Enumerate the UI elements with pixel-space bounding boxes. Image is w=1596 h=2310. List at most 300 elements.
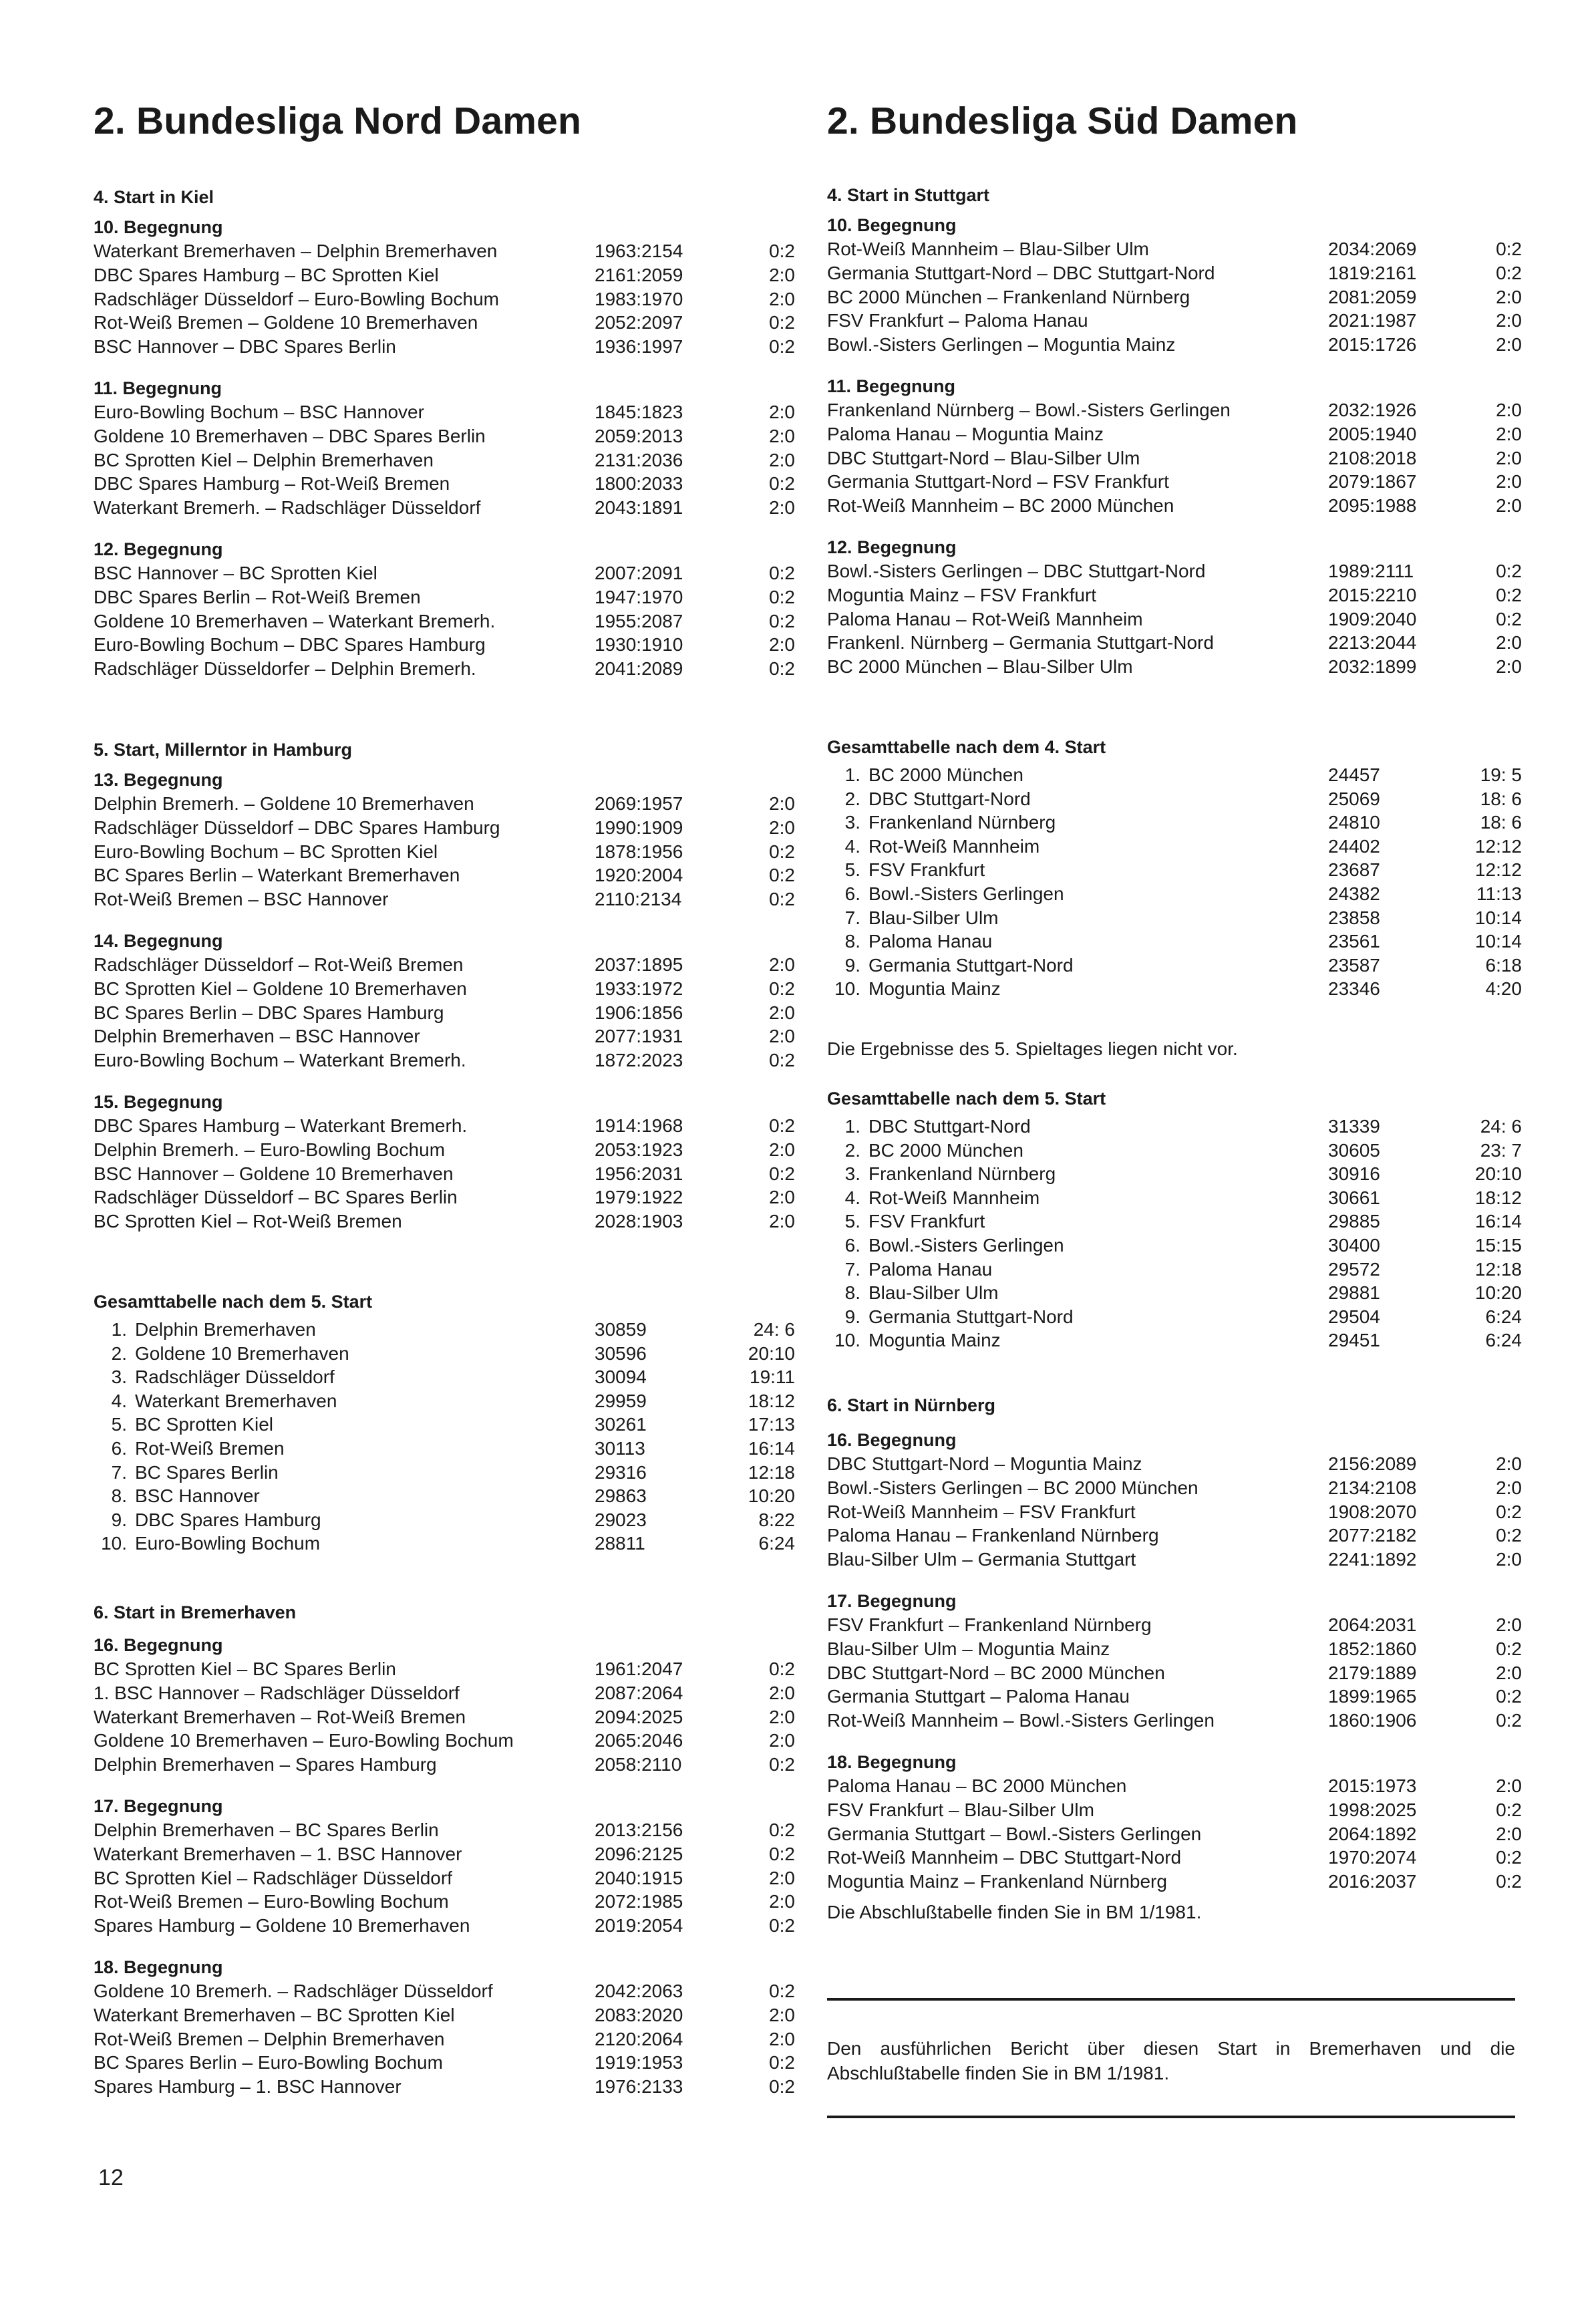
match-teams: Waterkant Bremerhaven – Delphin Bremerhaven (94, 241, 498, 261)
divider-top (827, 1998, 1515, 2001)
pins-cell: 29863 (595, 1485, 647, 1507)
rank-cell: 9. (844, 954, 860, 976)
round-block (827, 1589, 1522, 1733)
table-row (827, 787, 1522, 811)
points-cell: 12:12 (1474, 835, 1522, 857)
team-cell: Rot-Weiß Bremen (135, 1437, 285, 1459)
match-row (827, 1524, 1522, 1548)
match-points: 2:0 (1496, 495, 1522, 517)
match-points: 0:2 (769, 1819, 795, 1840)
table-row (94, 1342, 795, 1366)
rank-cell: 10. (834, 978, 860, 1000)
match-teams: BC Spares Berlin – Euro-Bowling Bochum (94, 2052, 443, 2073)
match-row (827, 1774, 1522, 1798)
table-row (827, 1281, 1522, 1305)
rank-cell: 6. (844, 883, 860, 904)
rank-cell: 8. (844, 931, 860, 952)
table-row (827, 1234, 1522, 1258)
match-points: 0:2 (1496, 1638, 1522, 1659)
round-title: 18. Begegnung (827, 1751, 957, 1772)
match-points: 2:0 (1496, 632, 1522, 654)
match-points: 0:2 (1496, 1710, 1522, 1731)
pins-cell: 23587 (1328, 954, 1380, 976)
table-row (827, 1328, 1522, 1352)
match-points: 0:2 (769, 889, 795, 910)
match-points: 2:0 (1496, 310, 1522, 331)
match-teams: Rot-Weiß Bremen – BSC Hannover (94, 889, 389, 910)
table-heading: Gesamttabelle nach dem 5. Start (827, 1089, 1106, 1109)
team-cell: Germania Stuttgart-Nord (868, 954, 1074, 976)
round-block (94, 1633, 795, 1777)
rank-cell: 2. (844, 788, 860, 809)
match-points: 0:2 (769, 978, 795, 999)
match-row (94, 1209, 795, 1234)
match-points: 2:0 (769, 401, 795, 422)
match-row (94, 1024, 795, 1048)
round-title: 18. Begegnung (94, 1957, 223, 1977)
match-teams: Delphin Bremerhaven – Spares Hamburg (94, 1754, 437, 1775)
match-score: 1819:2161 (1328, 262, 1417, 283)
match-row (94, 2027, 795, 2051)
rank-cell: 1. (844, 1116, 860, 1137)
match-points: 0:2 (769, 562, 795, 583)
rank-cell: 6. (111, 1437, 127, 1459)
match-teams: DBC Spares Hamburg – Rot-Weiß Bremen (94, 473, 450, 494)
pins-cell: 30261 (595, 1414, 647, 1435)
rank-cell: 1. (844, 764, 860, 785)
match-points: 2:0 (1496, 471, 1522, 492)
match-points: 0:2 (769, 1163, 795, 1184)
match-score: 2077:1931 (595, 1026, 683, 1047)
match-points: 0:2 (1496, 1847, 1522, 1868)
match-points: 0:2 (769, 1658, 795, 1679)
match-points: 2:0 (769, 1706, 795, 1727)
match-points: 2:0 (1496, 1614, 1522, 1635)
round-title: 16. Begegnung (94, 1635, 223, 1655)
round-block (94, 1955, 795, 2099)
rank-cell: 3. (111, 1366, 127, 1388)
start-heading: 6. Start in Nürnberg (827, 1395, 996, 1415)
match-row (94, 887, 795, 911)
match-teams: Euro-Bowling Bochum – DBC Spares Hamburg (94, 634, 486, 656)
match-teams: Rot-Weiß Mannheim – Blau-Silber Ulm (827, 239, 1149, 259)
match-points: 0:2 (769, 1980, 795, 2001)
team-cell: FSV Frankfurt (868, 859, 985, 881)
match-points: 2:0 (769, 1867, 795, 1888)
match-points: 0:2 (1496, 1799, 1522, 1820)
pins-cell: 30605 (1328, 1139, 1380, 1161)
table-heading: Gesamttabelle nach dem 5. Start (94, 1292, 373, 1312)
match-row (827, 285, 1522, 309)
match-score: 2019:2054 (595, 1915, 683, 1936)
match-points: 2:0 (1496, 1662, 1522, 1683)
team-cell: DBC Stuttgart-Nord (868, 1116, 1031, 1137)
match-points: 0:2 (1496, 560, 1522, 581)
match-points: 0:2 (769, 1754, 795, 1775)
table-row (94, 1461, 795, 1485)
match-teams: Waterkant Bremerhaven – Rot-Weiß Bremen (94, 1706, 466, 1727)
match-teams: BC Sprotten Kiel – Rot-Weiß Bremen (94, 1211, 402, 1232)
match-row (94, 400, 795, 424)
match-points: 2:0 (769, 288, 795, 309)
match-row (94, 863, 795, 887)
match-points: 0:2 (1496, 1501, 1522, 1522)
match-score: 2065:2046 (595, 1730, 683, 1751)
match-row (827, 559, 1522, 583)
table-row (827, 1209, 1522, 1234)
round-title: 17. Begegnung (827, 1590, 957, 1611)
match-points: 2:0 (769, 954, 795, 975)
match-points: 0:2 (769, 1843, 795, 1864)
match-teams: DBC Stuttgart-Nord – Blau-Silber Ulm (827, 447, 1140, 468)
match-row (94, 239, 795, 263)
pins-cell: 28811 (595, 1533, 645, 1554)
match-row (94, 2051, 795, 2075)
start-heading: 4. Start in Kiel (94, 187, 214, 207)
match-row (827, 655, 1522, 679)
match-points: 0:2 (1496, 584, 1522, 605)
points-cell: 11:13 (1476, 883, 1522, 904)
start-heading: 5. Start, Millerntor in Hamburg (94, 740, 353, 760)
points-cell: 12:18 (1474, 1258, 1522, 1280)
match-score: 2134:2108 (1328, 1477, 1417, 1498)
match-teams: FSV Frankfurt – Paloma Hanau (827, 310, 1088, 331)
standings-table-5 (827, 1087, 1522, 1352)
standings-rows (827, 763, 1522, 1001)
pins-cell: 23561 (1328, 931, 1380, 952)
match-points: 2:0 (1496, 1823, 1522, 1844)
table-row (94, 1318, 795, 1342)
match-score: 1878:1956 (595, 841, 683, 862)
match-points: 2:0 (1496, 399, 1522, 420)
match-row (827, 1822, 1522, 1846)
match-row (94, 1914, 795, 1938)
table-row (827, 1305, 1522, 1329)
match-row (94, 1705, 795, 1729)
match-row (827, 1613, 1522, 1637)
table-row (827, 1186, 1522, 1210)
match-points: 0:2 (769, 1915, 795, 1936)
pins-cell: 30094 (595, 1366, 647, 1388)
team-cell: BC 2000 München (868, 1139, 1023, 1161)
match-score: 2043:1891 (595, 497, 683, 519)
points-cell: 10:14 (1474, 931, 1522, 952)
match-score: 2058:2110 (595, 1754, 682, 1775)
team-cell: Goldene 10 Bremerhaven (135, 1342, 349, 1364)
match-teams: Waterkant Bremerhaven – BC Sprotten Kiel (94, 2004, 455, 2025)
standings-table-4 (827, 735, 1522, 1001)
round-title: 13. Begegnung (94, 770, 223, 790)
pins-cell: 29504 (1328, 1306, 1380, 1327)
match-teams: DBC Stuttgart-Nord – Moguntia Mainz (827, 1453, 1142, 1474)
round-title: 12. Begegnung (94, 539, 223, 559)
table-row (827, 1162, 1522, 1186)
match-points: 0:2 (769, 586, 795, 607)
points-cell: 6:24 (1485, 1306, 1522, 1327)
table-heading: Gesamttabelle nach dem 4. Start (827, 737, 1106, 757)
match-points: 0:2 (769, 2076, 795, 2098)
match-teams: Moguntia Mainz – FSV Frankfurt (827, 584, 1097, 605)
match-points: 2:0 (769, 634, 795, 656)
standings-rows (94, 1318, 795, 1556)
match-points: 2:0 (769, 425, 795, 446)
match-row (827, 1500, 1522, 1524)
match-score: 1906:1856 (595, 1002, 683, 1023)
section-start-6-bremerhaven (94, 1600, 795, 2099)
rank-cell: 4. (844, 1187, 860, 1208)
rank-cell: 5. (111, 1414, 127, 1435)
match-points: 2:0 (769, 1682, 795, 1703)
match-row (94, 816, 795, 840)
table-row (827, 906, 1522, 930)
match-teams: Spares Hamburg – 1. BSC Hannover (94, 2076, 402, 2098)
match-row (827, 309, 1522, 333)
match-teams: Euro-Bowling Bochum – BC Sprotten Kiel (94, 841, 438, 862)
match-score: 1933:1972 (595, 978, 683, 999)
match-score: 1989:2111 (1328, 560, 1414, 581)
team-cell: Germania Stuttgart-Nord (868, 1306, 1074, 1327)
points-cell: 6:24 (1485, 1330, 1522, 1351)
match-teams: Paloma Hanau – Moguntia Mainz (827, 423, 1104, 444)
rank-cell: 8. (111, 1485, 127, 1507)
match-score: 1852:1860 (1328, 1638, 1417, 1659)
match-teams: Goldene 10 Bremerhaven – DBC Spares Berlin (94, 425, 486, 446)
section-start-5-hamburg (94, 738, 795, 1234)
match-row (94, 2075, 795, 2099)
pins-cell: 23346 (1328, 978, 1380, 1000)
team-cell: BC 2000 München (868, 764, 1023, 785)
note-results-missing: Die Ergebnisse des 5. Spieltages liegen nicht vor. (827, 1038, 1238, 1059)
points-cell: 15:15 (1474, 1234, 1522, 1256)
match-points: 2:0 (769, 817, 795, 838)
match-score: 1899:1965 (1328, 1686, 1417, 1707)
team-cell: Blau-Silber Ulm (868, 907, 999, 928)
match-teams: Frankenl. Nürnberg – Germania Stuttgart-Nord (827, 632, 1214, 654)
match-score: 2079:1867 (1328, 471, 1417, 492)
match-row (827, 1661, 1522, 1685)
match-points: 2:0 (769, 1002, 795, 1023)
match-row (94, 609, 795, 633)
match-row (827, 1709, 1522, 1733)
pins-cell: 25069 (1328, 788, 1380, 809)
rank-cell: 7. (111, 1461, 127, 1483)
match-score: 1860:1906 (1328, 1710, 1417, 1731)
match-teams: Radschläger Düsseldorf – DBC Spares Hamburg (94, 817, 500, 838)
match-row (827, 237, 1522, 261)
rank-cell: 4. (111, 1390, 127, 1411)
match-teams: DBC Spares Hamburg – Waterkant Bremerh. (94, 1115, 468, 1136)
match-teams: BC Sprotten Kiel – Goldene 10 Bremerhaven (94, 978, 467, 999)
match-teams: BC Spares Berlin – Waterkant Bremerhaven (94, 865, 460, 886)
match-points: 0:2 (769, 658, 795, 680)
page-number: 12 (98, 2165, 124, 2190)
team-cell: Moguntia Mainz (868, 1330, 1001, 1351)
match-points: 0:2 (1496, 1686, 1522, 1707)
table-row (827, 811, 1522, 835)
team-cell: Bowl.-Sisters Gerlingen (868, 883, 1064, 904)
match-teams: BC Sprotten Kiel – Radschläger Düsseldorf (94, 1867, 452, 1888)
pins-cell: 29451 (1328, 1330, 1380, 1351)
match-score: 2064:2031 (1328, 1614, 1417, 1635)
match-row (94, 1114, 795, 1138)
round-block (94, 1794, 795, 1938)
round-block (827, 1750, 1522, 1894)
rank-cell: 7. (844, 1258, 860, 1280)
match-points: 0:2 (1496, 239, 1522, 259)
match-score: 2161:2059 (595, 264, 683, 285)
rank-cell: 9. (111, 1509, 127, 1530)
points-cell: 23: 7 (1480, 1139, 1522, 1161)
table-row (94, 1532, 795, 1556)
match-teams: Goldene 10 Bremerhaven – Waterkant Bremerh. (94, 610, 496, 631)
match-points: 0:2 (1496, 608, 1522, 629)
match-score: 2179:1889 (1328, 1662, 1417, 1683)
pins-cell: 24810 (1328, 812, 1380, 833)
pins-cell: 30859 (595, 1319, 647, 1340)
points-cell: 24: 6 (1480, 1116, 1522, 1137)
match-score: 2016:2037 (1328, 1871, 1417, 1892)
table-row (827, 1115, 1522, 1139)
match-row (94, 2003, 795, 2027)
section-start-6-nuernberg (827, 1393, 1522, 1924)
match-row (827, 398, 1522, 422)
round-title: 16. Begegnung (827, 1430, 957, 1450)
match-score: 2015:1726 (1328, 334, 1417, 355)
points-cell: 8:22 (758, 1509, 795, 1530)
match-points: 0:2 (769, 2052, 795, 2073)
match-teams: Rot-Weiß Mannheim – BC 2000 München (827, 495, 1174, 517)
match-score: 2021:1987 (1328, 310, 1417, 331)
team-cell: BSC Hannover (135, 1485, 260, 1507)
rank-cell: 4. (844, 835, 860, 857)
match-row (94, 424, 795, 448)
start-heading: 6. Start in Bremerhaven (94, 1602, 297, 1622)
round-block (94, 768, 795, 911)
match-score: 2131:2036 (595, 449, 683, 470)
team-cell: Waterkant Bremerhaven (135, 1390, 337, 1411)
rank-cell: 8. (844, 1282, 860, 1304)
points-cell: 10:20 (748, 1485, 795, 1507)
match-score: 2041:2089 (595, 658, 683, 680)
round-title: 10. Begegnung (827, 215, 957, 235)
match-score: 1908:2070 (1328, 1501, 1417, 1522)
team-cell: Frankenland Nürnberg (868, 812, 1056, 833)
match-row (94, 953, 795, 977)
team-cell: DBC Spares Hamburg (135, 1509, 321, 1530)
match-row (94, 287, 795, 311)
match-score: 1930:1910 (595, 634, 683, 656)
pins-cell: 29959 (595, 1390, 647, 1411)
pins-cell: 29885 (1328, 1211, 1380, 1232)
match-teams: Paloma Hanau – BC 2000 München (827, 1775, 1127, 1796)
match-points: 2:0 (1496, 286, 1522, 307)
round-title: 11. Begegnung (827, 376, 956, 396)
round-title: 15. Begegnung (94, 1091, 223, 1112)
match-points: 2:0 (769, 1026, 795, 1047)
points-cell: 10:14 (1474, 907, 1522, 928)
points-cell: 19: 5 (1480, 764, 1522, 785)
match-row (94, 633, 795, 657)
table-row (94, 1413, 795, 1437)
match-teams: Radschläger Düsseldorf – BC Spares Berlin (94, 1187, 458, 1208)
standings-rows (827, 1115, 1522, 1352)
match-teams: BC 2000 München – Blau-Silber Ulm (827, 656, 1133, 678)
match-teams: Delphin Bremerh. – Euro-Bowling Bochum (94, 1139, 446, 1160)
table-row (827, 1258, 1522, 1282)
match-score: 2005:1940 (1328, 423, 1417, 444)
points-cell: 10:20 (1474, 1282, 1522, 1304)
match-teams: Rot-Weiß Mannheim – Bowl.-Sisters Gerlingen (827, 1710, 1215, 1731)
match-teams: Waterkant Bremerh. – Radschläger Düsseldorf (94, 497, 481, 519)
pins-cell: 30596 (595, 1342, 647, 1364)
match-points: 2:0 (769, 497, 795, 519)
match-row (827, 422, 1522, 446)
round-block (827, 374, 1522, 518)
match-row (94, 1890, 795, 1914)
round-title: 10. Begegnung (94, 217, 223, 237)
pins-cell: 24402 (1328, 835, 1380, 857)
rank-cell: 7. (844, 907, 860, 928)
match-points: 2:0 (1496, 1477, 1522, 1498)
team-cell: BC Sprotten Kiel (135, 1414, 273, 1435)
pins-cell: 29572 (1328, 1258, 1380, 1280)
points-cell: 18: 6 (1480, 788, 1522, 809)
match-score: 1845:1823 (595, 401, 683, 422)
match-score: 2007:2091 (595, 562, 683, 583)
match-score: 2015:2210 (1328, 584, 1417, 605)
match-score: 2013:2156 (595, 1819, 683, 1840)
match-teams: Spares Hamburg – Goldene 10 Bremerhaven (94, 1915, 470, 1936)
match-row (827, 583, 1522, 607)
match-row (94, 1138, 795, 1162)
team-cell: DBC Stuttgart-Nord (868, 788, 1031, 809)
team-cell: Paloma Hanau (868, 931, 993, 952)
match-row (827, 607, 1522, 631)
match-teams: Waterkant Bremerhaven – 1. BSC Hannover (94, 1843, 462, 1864)
match-row (94, 657, 795, 681)
pins-cell: 31339 (1328, 1116, 1380, 1137)
match-score: 2037:1895 (595, 954, 683, 975)
table-row (827, 835, 1522, 859)
match-score: 1970:2074 (1328, 1847, 1417, 1868)
match-points: 0:2 (769, 336, 795, 357)
match-score: 2108:2018 (1328, 447, 1417, 468)
match-points: 2:0 (1496, 1453, 1522, 1474)
rank-cell: 1. (111, 1319, 127, 1340)
match-teams: Moguntia Mainz – Frankenland Nürnberg (827, 1871, 1167, 1892)
match-teams: Rot-Weiß Bremen – Delphin Bremerhaven (94, 2028, 445, 2049)
match-score: 1872:2023 (595, 1050, 683, 1071)
match-score: 1955:2087 (595, 610, 683, 631)
match-teams: DBC Stuttgart-Nord – BC 2000 München (827, 1662, 1165, 1683)
rank-cell: 2. (844, 1139, 860, 1161)
points-cell: 12:18 (748, 1461, 795, 1483)
match-row (94, 1657, 795, 1681)
match-points: 0:2 (769, 1050, 795, 1071)
round-title: 11. Begegnung (94, 378, 222, 398)
match-teams: Rot-Weiß Bremen – Euro-Bowling Bochum (94, 1891, 449, 1912)
points-cell: 6:24 (758, 1533, 795, 1554)
match-points: 2:0 (769, 793, 795, 814)
match-teams: Germania Stuttgart – Paloma Hanau (827, 1686, 1130, 1707)
points-cell: 12:12 (1474, 859, 1522, 881)
match-teams: Blau-Silber Ulm – Moguntia Mainz (827, 1638, 1110, 1659)
match-points: 2:0 (769, 2028, 795, 2049)
pins-cell: 29316 (595, 1461, 647, 1483)
match-row (827, 631, 1522, 655)
pins-cell: 23687 (1328, 859, 1380, 881)
match-teams: Rot-Weiß Mannheim – DBC Stuttgart-Nord (827, 1847, 1182, 1868)
